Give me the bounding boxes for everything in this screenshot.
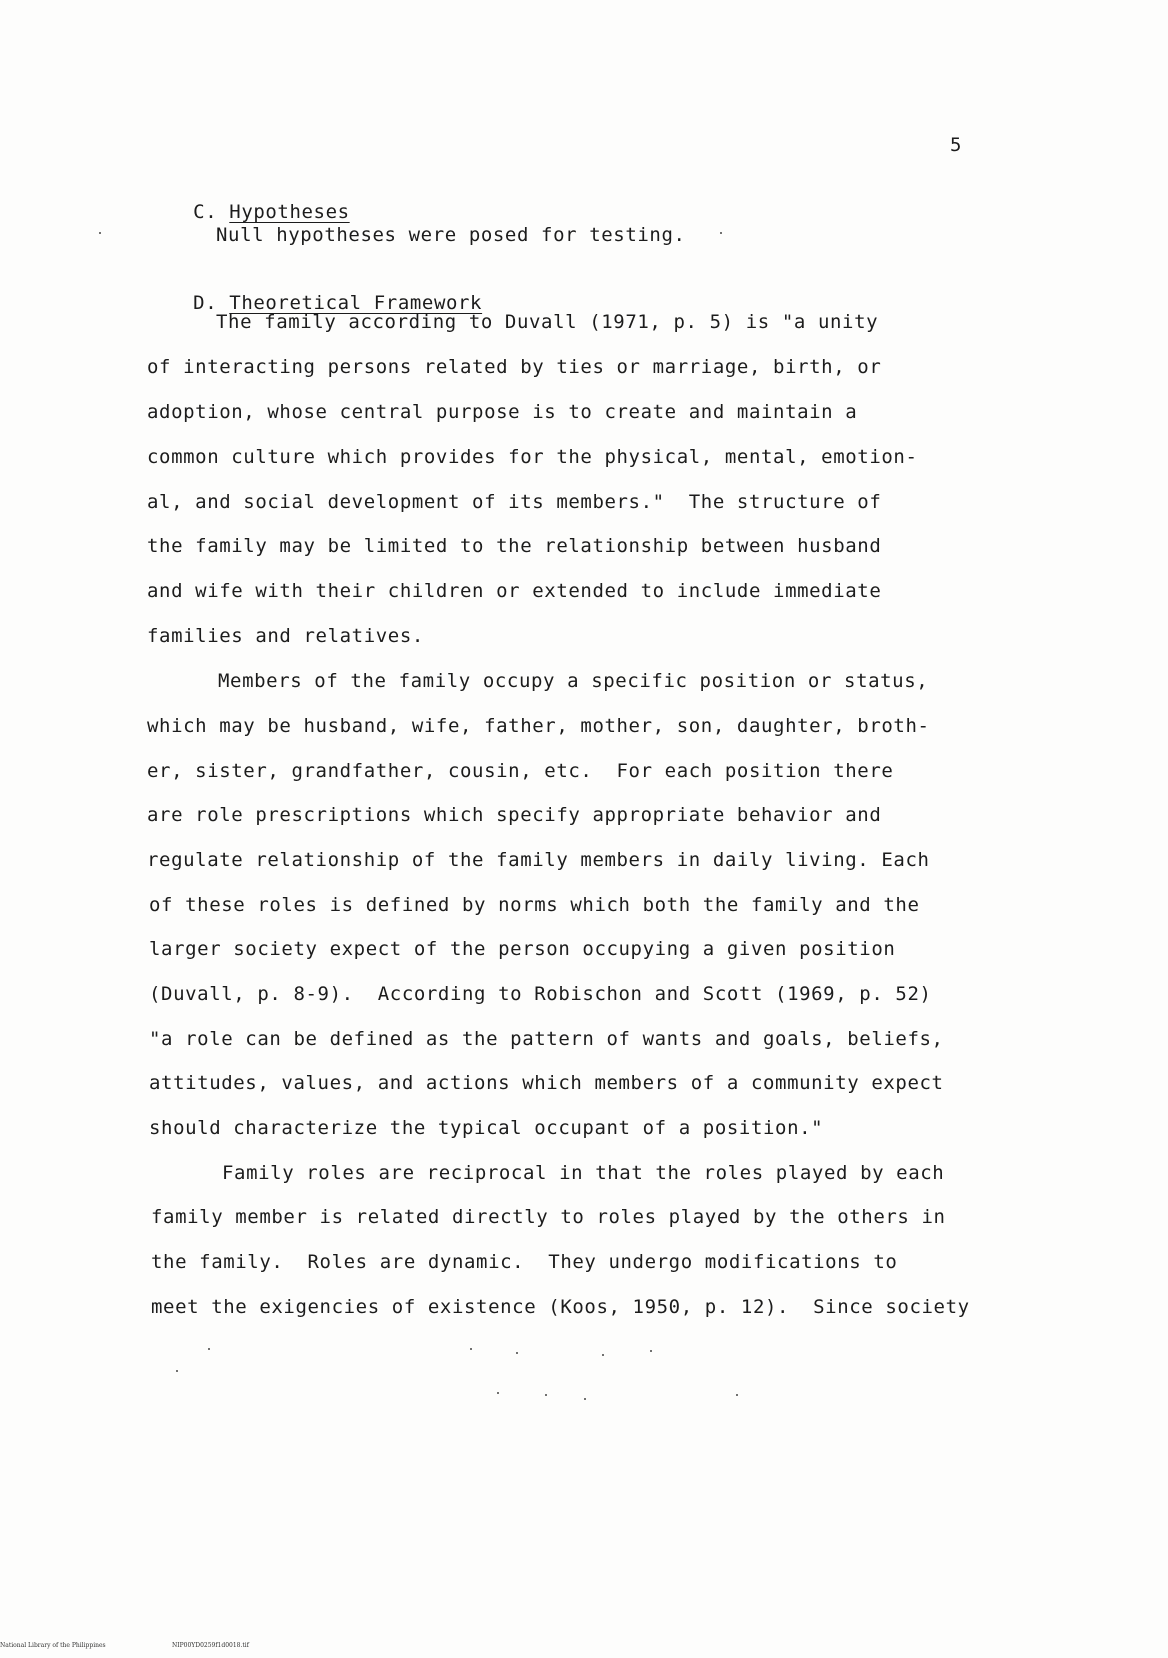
text-line: meet the exigencies of existence (Koos, 1950, p. 12). Since society (151, 1296, 970, 1318)
page-number: 5 (950, 134, 962, 156)
scan-speck (602, 1354, 604, 1356)
section-title: Theoretical Framework (229, 292, 483, 314)
scan-speck (470, 1348, 472, 1350)
text-line: er, sister, grandfather, cousin, etc. For each position there (147, 760, 894, 782)
text-line: family member is related directly to roles played by the others in (151, 1206, 946, 1228)
text-line: of interacting persons related by ties or marriage, birth, or (147, 356, 882, 378)
footer-filename: NIP00YD0259f1d0018.tif (172, 1642, 249, 1649)
text-line: of these roles is defined by norms which both the family and the (149, 894, 920, 916)
scan-speck (99, 232, 101, 234)
scan-speck (650, 1350, 652, 1352)
section-title: Hypotheses (229, 201, 350, 223)
text-line: the family. Roles are dynamic. They undergo modifications to (151, 1251, 898, 1273)
text-line: which may be husband, wife, father, mother, son, daughter, broth- (147, 715, 930, 737)
scan-speck (545, 1394, 547, 1396)
footer-source: National Library of the Philippines (0, 1642, 106, 1649)
text-line: should characterize the typical occupant of a position." (149, 1117, 824, 1139)
text-line: attitudes, values, and actions which members of a community expect (149, 1072, 944, 1094)
text-line: and wife with their children or extended to include immediate (147, 580, 882, 602)
scan-speck (176, 1370, 178, 1372)
section-label: C. (193, 201, 218, 223)
text-line: "a role can be defined as the pattern of wants and goals, beliefs, (149, 1028, 944, 1050)
scan-speck (584, 1398, 586, 1400)
text-line: adoption, whose central purpose is to create and maintain a (147, 401, 858, 423)
scan-speck (516, 1352, 518, 1354)
scan-speck (497, 1392, 499, 1394)
text-line: families and relatives. (147, 625, 424, 647)
scan-speck (720, 232, 722, 234)
text-line: the family may be limited to the relationship between husband (147, 535, 882, 557)
text-line: (Duvall, p. 8-9). According to Robischon and Scott (1969, p. 52) (149, 983, 932, 1005)
text-line: al, and social development of its members." The structure of (147, 491, 882, 513)
text-line: The family according to Duvall (1971, p. 5) is "a unity (216, 311, 879, 333)
section-label: D. (193, 292, 218, 314)
scan-speck (736, 1394, 738, 1396)
scan-speck (208, 1348, 210, 1350)
text-line: Null hypotheses were posed for testing. (216, 224, 686, 246)
text-line: Family roles are reciprocal in that the roles played by each (222, 1162, 945, 1184)
text-line: common culture which provides for the physical, mental, emotion- (147, 446, 918, 468)
text-line: Members of the family occupy a specific position or status, (218, 670, 929, 692)
text-line: regulate relationship of the family members in daily living. Each (147, 849, 930, 871)
text-line: larger society expect of the person occupying a given position (149, 938, 896, 960)
text-line: are role prescriptions which specify appropriate behavior and (147, 804, 882, 826)
